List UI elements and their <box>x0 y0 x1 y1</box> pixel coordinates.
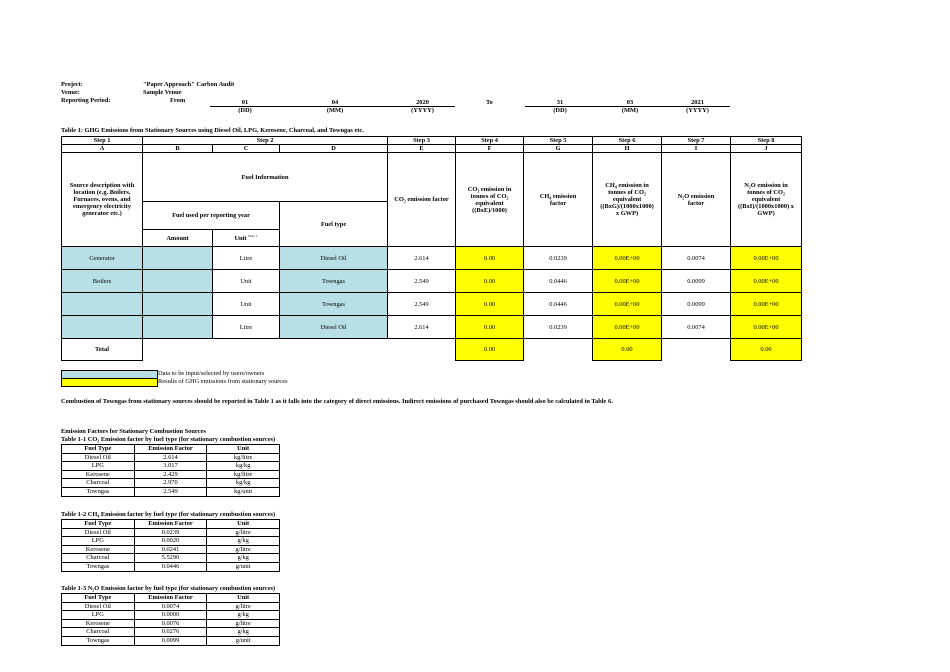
ef-section-title: Emission Factors for Stationary Combustion Sources <box>61 428 206 435</box>
ef-fuel: Charcoal <box>62 628 135 637</box>
row2-n2o-factor: 0.0099 <box>662 270 731 293</box>
ef-table-1-3 <box>61 593 280 646</box>
to-year-caption: (YYYY) <box>686 107 709 114</box>
header-n2o-factor: N₂O emission factor <box>662 153 731 247</box>
row3-co2-factor: 2.549 <box>388 293 456 316</box>
total-empty-d <box>280 339 388 361</box>
ef-value: 0.0000 <box>134 611 207 620</box>
venue-value[interactable]: Sample Venue <box>143 89 182 96</box>
header-row-1 <box>62 153 802 202</box>
row2-ch4-factor: 0.0446 <box>524 270 593 293</box>
ef-fuel: Kerosene <box>62 545 135 554</box>
ef-header-fuel-type: Fuel Type <box>62 520 135 529</box>
table-row <box>62 628 280 637</box>
ef-fuel: Towngas <box>62 487 135 496</box>
total-row <box>62 339 802 361</box>
ef-unit: g/litre <box>207 545 280 554</box>
total-empty-c <box>213 339 280 361</box>
table-row <box>62 636 280 645</box>
row3-ch4-factor: 0.0446 <box>524 293 593 316</box>
col-letter-a: A <box>62 145 143 153</box>
col-letter-g: G <box>524 145 593 153</box>
col-letter-f: F <box>456 145 524 153</box>
header-unit-note: Note 1 <box>248 234 258 239</box>
ef-value: 2.614 <box>134 453 207 462</box>
row4-co2-factor: 2.614 <box>388 316 456 339</box>
header-amount: Amount <box>143 230 213 247</box>
ef-header-unit: Unit <box>207 594 280 603</box>
to-day[interactable]: 31 <box>556 99 564 106</box>
project-label: Project: <box>61 81 83 88</box>
ef-fuel: Kerosene <box>62 470 135 479</box>
col-letter-i: I <box>662 145 731 153</box>
table-row <box>62 537 280 546</box>
step-4: Step 4 <box>456 137 524 145</box>
total-empty-i <box>662 339 731 361</box>
step-row <box>62 137 802 145</box>
total-empty-b <box>143 339 213 361</box>
row1-amount-cell[interactable] <box>143 247 213 270</box>
row3-n2o-emission: 0.00E+00 <box>731 293 802 316</box>
header-unit-label: Unit <box>234 235 247 243</box>
row1-co2-factor: 2.614 <box>388 247 456 270</box>
row2-ch4-emission: 0.00E+00 <box>593 270 662 293</box>
ef-value: 0.0446 <box>134 562 207 571</box>
ef-fuel: Charcoal <box>62 479 135 488</box>
row3-co2-emission: 0.00 <box>456 293 524 316</box>
col-letter-e: E <box>388 145 456 153</box>
row3-source-cell[interactable] <box>62 293 143 316</box>
ef-unit: g/litre <box>207 528 280 537</box>
reporting-period-label: Reporting Period: <box>61 97 111 104</box>
ef-unit: g/litre <box>207 602 280 611</box>
table-row <box>62 247 802 270</box>
row4-fuel-type-select[interactable]: Diesel Oil <box>280 316 388 339</box>
table-row <box>62 602 280 611</box>
col-letter-c: C <box>213 145 280 153</box>
ef-value: 2.970 <box>134 479 207 488</box>
header-n2o-emission: N₂O emission in tonnes of CO₂ equivalent ((BxI)/(1000x1000) x GWP) <box>731 153 802 247</box>
total-co2-emission: 0.00 <box>456 339 524 361</box>
ef-fuel: Diesel Oil <box>62 602 135 611</box>
row4-unit-cell: Litre <box>213 316 280 339</box>
table-row <box>62 611 280 620</box>
row2-n2o-emission: 0.00E+00 <box>731 270 802 293</box>
ef-fuel: LPG <box>62 462 135 471</box>
ef-header-emission-factor: Emission Factor <box>134 520 207 529</box>
letter-row <box>62 145 802 153</box>
legend-input-text: Data to be input/selected by users/owners <box>158 370 265 377</box>
ef-unit: g/kg <box>207 537 280 546</box>
ef-value: 3.017 <box>134 462 207 471</box>
ef-unit: g/kg <box>207 554 280 563</box>
table-row <box>62 554 280 563</box>
to-label: To <box>486 99 493 106</box>
table-row <box>62 270 802 293</box>
total-empty-e <box>388 339 456 361</box>
row4-ch4-emission: 0.00E+00 <box>593 316 662 339</box>
ef-value: 0.0239 <box>134 528 207 537</box>
table-row <box>62 545 280 554</box>
towngas-note: Combustion of Towngas from stationary sources should be reported in Table 1 as it falls into the category of direct emissions. Indirect emissions of purchased Towngas should also be calculated in Table 6. <box>61 398 613 405</box>
header-fuel-type: Fuel type <box>280 202 388 247</box>
step-5: Step 5 <box>524 137 593 145</box>
row1-co2-emission: 0.00 <box>456 247 524 270</box>
table-row <box>62 293 802 316</box>
step-3: Step 3 <box>388 137 456 145</box>
table-row <box>62 479 280 488</box>
header-fuel-information: Fuel Information <box>143 153 388 202</box>
from-day[interactable]: 01 <box>241 99 249 106</box>
table-row <box>62 316 802 339</box>
ef-table-1-1-title: Table 1-1 CO₂ Emission factor by fuel type (for stationary combustion sources) <box>61 436 276 443</box>
from-label: From <box>170 97 186 104</box>
ef-unit: g/litre <box>207 619 280 628</box>
ef-header-emission-factor: Emission Factor <box>134 445 207 454</box>
ef-value: 0.0276 <box>134 628 207 637</box>
col-letter-j: J <box>731 145 802 153</box>
col-letter-b: B <box>143 145 213 153</box>
header-unit <box>213 230 280 247</box>
from-month[interactable]: 04 <box>331 99 339 106</box>
ef-value: 0.0241 <box>134 545 207 554</box>
ef-fuel: Charcoal <box>62 554 135 563</box>
ef-fuel: Towngas <box>62 562 135 571</box>
table-row <box>62 528 280 537</box>
from-year-caption: (YYYY) <box>411 107 434 114</box>
row3-ch4-emission: 0.00E+00 <box>593 293 662 316</box>
col-letter-h: H <box>593 145 662 153</box>
ef-table-1-1 <box>61 444 280 497</box>
step-1: Step 1 <box>62 137 143 145</box>
row1-fuel-type-select[interactable]: Diesel Oil <box>280 247 388 270</box>
row1-ch4-emission: 0.00E+00 <box>593 247 662 270</box>
from-year[interactable]: 2020 <box>416 99 429 106</box>
row3-unit-cell: Unit <box>213 293 280 316</box>
from-day-caption: (DD) <box>238 107 252 114</box>
ef-header-emission-factor: Emission Factor <box>134 594 207 603</box>
total-ch4-emission: 0.00 <box>593 339 662 361</box>
ef-fuel: Diesel Oil <box>62 453 135 462</box>
ef-table-1-2-title: Table 1-2 CH₄ Emission factor by fuel type (for stationary combustion sources) <box>61 511 276 518</box>
row4-n2o-emission: 0.00E+00 <box>731 316 802 339</box>
ef-unit: kg/kg <box>207 462 280 471</box>
row4-ch4-factor: 0.0239 <box>524 316 593 339</box>
row2-co2-emission: 0.00 <box>456 270 524 293</box>
ef-unit: kg/litre <box>207 470 280 479</box>
header-ch4-emission: CH₄ emission in tonnes of CO₂ equivalent ((BxG)/(1000x1000) x GWP) <box>593 153 662 247</box>
table-row <box>62 453 280 462</box>
ef-table-1-2 <box>61 519 280 572</box>
ef-value: 0.0099 <box>134 636 207 645</box>
ef-fuel: Diesel Oil <box>62 528 135 537</box>
ef-header-fuel-type: Fuel Type <box>62 594 135 603</box>
ef-header-unit: Unit <box>207 520 280 529</box>
ef-value: 0.0076 <box>134 619 207 628</box>
to-month[interactable]: 03 <box>626 99 634 106</box>
row1-unit-cell: Litre <box>213 247 280 270</box>
row3-fuel-type-select[interactable]: Towngas <box>280 293 388 316</box>
step-8: Step 8 <box>731 137 802 145</box>
row2-fuel-type-select[interactable]: Towngas <box>280 270 388 293</box>
ef-unit: g/kg <box>207 611 280 620</box>
row2-amount-cell[interactable] <box>143 270 213 293</box>
ef-fuel: LPG <box>62 611 135 620</box>
venue-label: Venue: <box>61 89 80 96</box>
step-7: Step 7 <box>662 137 731 145</box>
header-co2-emission: CO₂ emission in tonnes of CO₂ equivalent ((BxE)/1000) <box>456 153 524 247</box>
ef-value: 0.0074 <box>134 602 207 611</box>
row1-n2o-emission: 0.00E+00 <box>731 247 802 270</box>
row2-source-cell[interactable]: Boilers <box>62 270 143 293</box>
ef-unit: kg/litre <box>207 453 280 462</box>
total-empty-g <box>524 339 593 361</box>
legend-result-text: Results of GHG emissions from stationary sources <box>158 378 288 385</box>
row4-source-cell[interactable] <box>62 316 143 339</box>
legend-result-swatch <box>61 378 158 387</box>
col-letter-d: D <box>280 145 388 153</box>
table-row <box>62 470 280 479</box>
row4-n2o-factor: 0.0074 <box>662 316 731 339</box>
row4-amount-cell[interactable] <box>143 316 213 339</box>
row1-source-cell[interactable]: Generator <box>62 247 143 270</box>
ef-unit: kg/kg <box>207 479 280 488</box>
header-co2-factor: CO₂ emission factor <box>388 153 456 247</box>
project-value[interactable]: "Paper Approach" Carbon Audit <box>143 81 235 88</box>
row2-co2-factor: 2.549 <box>388 270 456 293</box>
header-source-description: Source description with location (e.g. Boilers, Furnaces, ovens, and emergency electricity generator etc.) <box>62 153 143 247</box>
table-row <box>62 562 280 571</box>
total-label: Total <box>62 339 143 361</box>
ef-fuel: LPG <box>62 537 135 546</box>
ef-unit: g/kg <box>207 628 280 637</box>
from-month-caption: (MM) <box>326 107 344 114</box>
to-month-caption: (MM) <box>621 107 639 114</box>
row1-n2o-factor: 0.0074 <box>662 247 731 270</box>
ef-value: 2.549 <box>134 487 207 496</box>
table-row <box>62 619 280 628</box>
row3-n2o-factor: 0.0099 <box>662 293 731 316</box>
ghg-stationary-table <box>61 136 802 361</box>
header-fuel-used: Fuel used per reporting year <box>143 202 280 230</box>
table-row <box>62 462 280 471</box>
to-day-caption: (DD) <box>553 107 567 114</box>
step-6: Step 6 <box>593 137 662 145</box>
to-year[interactable]: 2021 <box>691 99 704 106</box>
table-row <box>62 487 280 496</box>
row2-unit-cell: Unit <box>213 270 280 293</box>
ef-value: 0.0020 <box>134 537 207 546</box>
ef-fuel: Towngas <box>62 636 135 645</box>
ef-unit: g/unit <box>207 562 280 571</box>
ef-unit: g/unit <box>207 636 280 645</box>
row3-amount-cell[interactable] <box>143 293 213 316</box>
row1-ch4-factor: 0.0239 <box>524 247 593 270</box>
ef-value: 2.429 <box>134 470 207 479</box>
ef-value: 5.5290 <box>134 554 207 563</box>
ef-unit: kg/unit <box>207 487 280 496</box>
ef-header-fuel-type: Fuel Type <box>62 445 135 454</box>
row4-co2-emission: 0.00 <box>456 316 524 339</box>
header-ch4-factor: CH₄ emission factor <box>524 153 593 247</box>
ef-header-unit: Unit <box>207 445 280 454</box>
ef-fuel: Kerosene <box>62 619 135 628</box>
total-n2o-emission: 0.00 <box>731 339 802 361</box>
step-2: Step 2 <box>143 137 388 145</box>
ef-table-1-3-title: Table 1-3 N₂O Emission factor by fuel type (for stationary combustion sources) <box>61 585 276 592</box>
table1-title: Table 1: GHG Emissions from Stationary Sources using Diesel Oil, LPG, Kerosene, Charcoal, and Towngas etc. <box>61 127 364 134</box>
